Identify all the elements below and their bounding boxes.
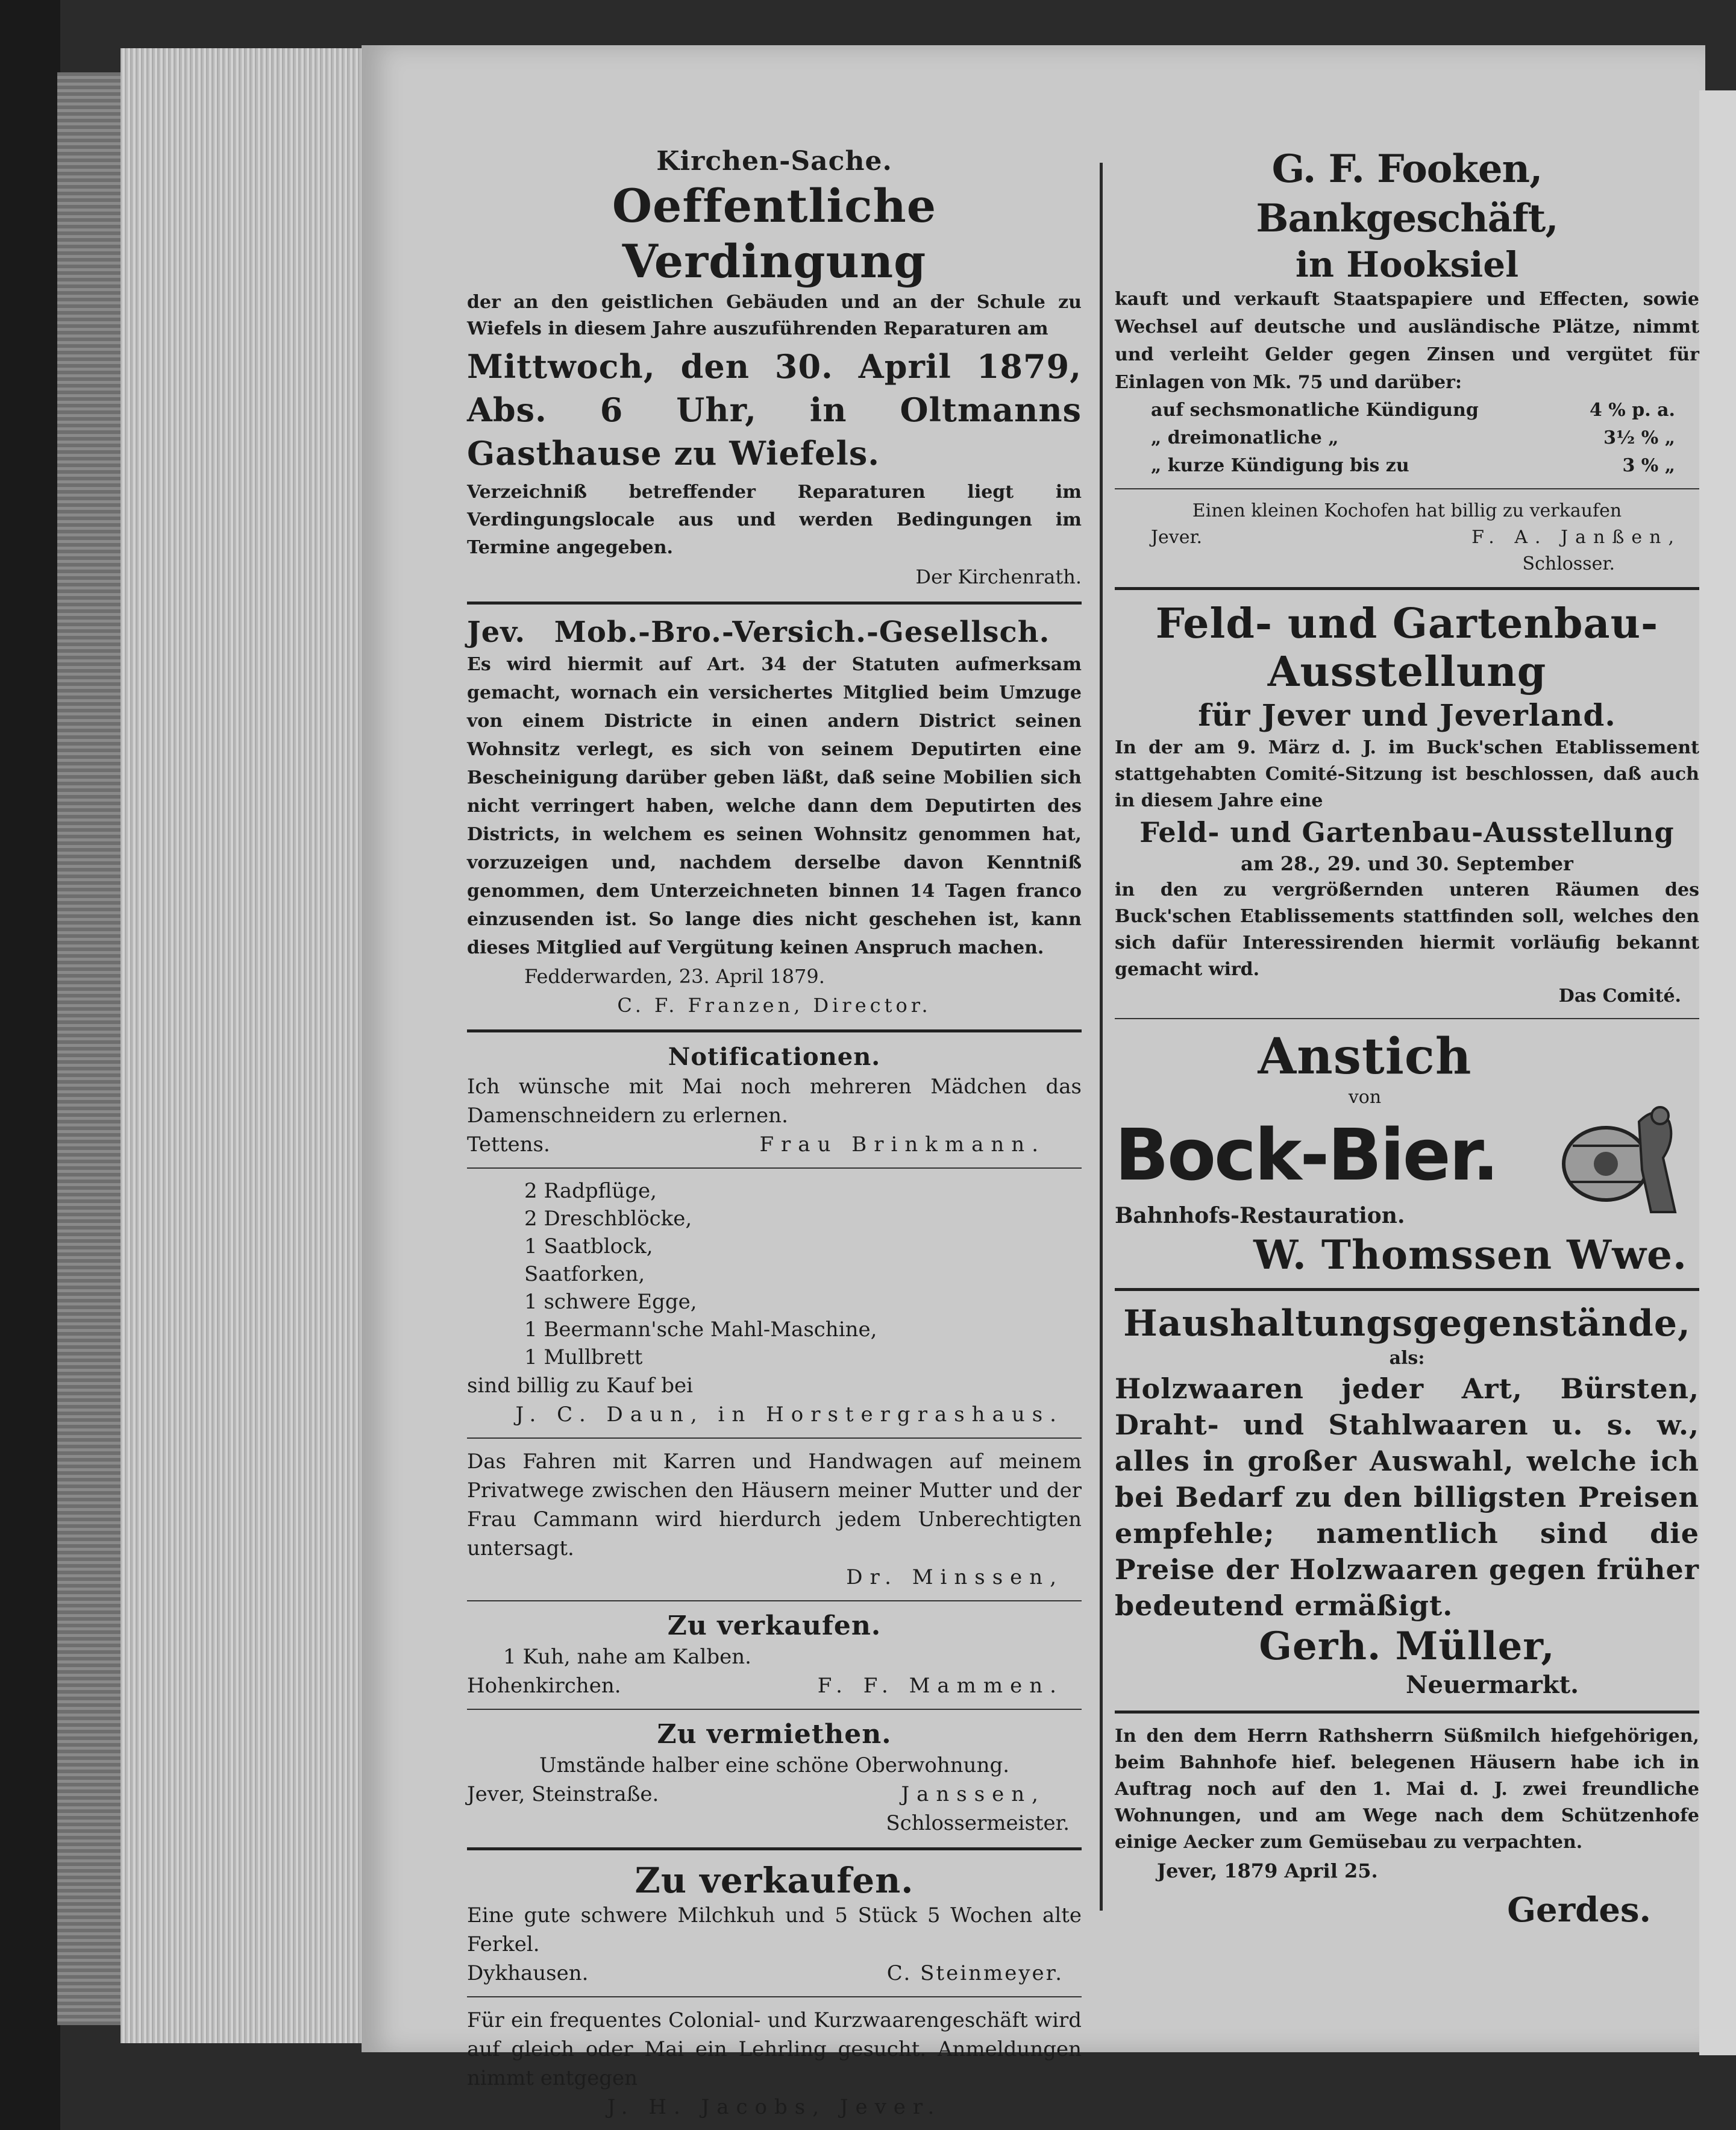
- verm-body: Umstände halber eine schöne Oberwohnung.: [539, 1753, 1010, 1777]
- verk2-title: Zu verkaufen.: [635, 1860, 914, 1901]
- gerdes-signature: Gerdes.: [1507, 1890, 1651, 1930]
- bock-block: [1115, 1110, 1699, 1200]
- rate-label: auf sechsmonatliche Kündigung: [1151, 400, 1479, 421]
- rule: [467, 602, 1082, 605]
- book-binding: [0, 0, 60, 2130]
- rule: [1115, 1288, 1699, 1291]
- rule: [1115, 1018, 1699, 1019]
- versich-place: Fedderwarden, 23. April 1879.: [524, 965, 825, 988]
- bahnhof-label: Bahnhofs-Restauration.: [1115, 1203, 1405, 1228]
- verk1-signature: F. F. Mammen.: [817, 1674, 1064, 1698]
- notif-signature: Frau Brinkmann.: [759, 1133, 1045, 1157]
- list-item: 1 Mullbrett: [524, 1345, 643, 1369]
- verdingung-body: Verzeichniß betreffender Reparaturen liegt im Verdingungslocale aus und werden Bedingungen im Termine angegeben.: [467, 482, 1082, 558]
- bock-title: Bock-Bier.: [1115, 1113, 1498, 1196]
- rule: [467, 1167, 1082, 1169]
- rule: [467, 1847, 1082, 1850]
- rule: [467, 1437, 1082, 1439]
- rule: [467, 1996, 1082, 1997]
- left-column: [467, 145, 1082, 2122]
- anstich-von: von: [1348, 1087, 1382, 1108]
- kochofen-signature-2: Schlosser.: [1522, 553, 1615, 574]
- verk1-place: Hohenkirchen.: [467, 1674, 621, 1698]
- versich-title: Jev. Mob.-Bro.-Versich.-Gesellsch.: [467, 615, 1050, 649]
- kirchen-heading: Kirchen-Sache.: [656, 146, 892, 177]
- feld-title-1: Feld- und Gartenbau-: [1155, 600, 1659, 648]
- rate-row: [1151, 424, 1699, 452]
- verdingung-date: Mittwoch, den 30. April 1879, Abs. 6 Uhr, in Oltmanns Gasthause zu Wiefels.: [467, 347, 1082, 473]
- beer-barrel-icon: [1549, 1098, 1687, 1218]
- rule: [467, 1029, 1082, 1032]
- notif-place: Tettens.: [467, 1133, 550, 1157]
- page-right-edge: [1699, 90, 1736, 2055]
- haus-title: Haushaltungsgegenstände,: [1123, 1302, 1691, 1345]
- rate-value: 4 % p. a.: [1589, 400, 1675, 421]
- gerdes-date: Jever, 1879 April 25.: [1157, 1859, 1378, 1882]
- rate-row: [1151, 452, 1699, 480]
- verdingung-title: Oeffentliche Verdingung: [612, 179, 937, 288]
- list-item: 1 schwere Egge,: [524, 1290, 697, 1314]
- rates-table: [1151, 397, 1699, 480]
- notif-title: Notificationen.: [668, 1043, 881, 1071]
- gerdes-body: In den dem Herrn Rathsherrn Süßmilch hiefgehörigen, beim Bahnhofe hief. belegenen Häusern habe ich in Auftrag noch auf den 1. Mai d. J. zwei freundliche Wohnungen, und am Wege nach dem Schützenhofe einige Aecker zum Gemüsebau zu verpachten.: [1115, 1726, 1699, 1853]
- feld-body-1: In der am 9. März d. J. im Buck'schen Etablissement stattgehabten Comité-Sitzung ist beschlossen, daß auch in diesem Jahre eine: [1115, 737, 1699, 811]
- sale-list: [524, 1177, 1082, 1371]
- rule: [1115, 587, 1699, 590]
- rate-label: „ kurze Kündigung bis zu: [1151, 455, 1409, 476]
- rule: [467, 1600, 1082, 1601]
- verk1-title: Zu verkaufen.: [667, 1610, 882, 1641]
- rule: [467, 1709, 1082, 1710]
- kochofen-signature: F. A. Janßen,: [1471, 527, 1681, 548]
- bank-body: kauft und verkauft Staatspapiere und Effecten, sowie Wechsel auf deutsche und ausländische Plätze, nimmt und verleiht Gelder gegen Zinsen und vergütet für Einlagen von Mk. 75 und darüber:: [1115, 289, 1699, 393]
- verdingung-signature: Der Kirchenrath.: [915, 565, 1082, 588]
- kochofen-body: Einen kleinen Kochofen hat billig zu verkaufen: [1192, 500, 1622, 521]
- list-item: 1 Beermann'sche Mahl-Maschine,: [524, 1318, 877, 1342]
- verm-place: Jever, Steinstraße.: [467, 1782, 659, 1806]
- rate-label: „ dreimonatliche „: [1151, 427, 1339, 448]
- kochofen-place: Jever.: [1151, 527, 1203, 548]
- feld-dates: am 28., 29. und 30. September: [1241, 852, 1573, 875]
- feld-signature: Das Comité.: [1558, 985, 1681, 1007]
- haus-als: als:: [1389, 1348, 1425, 1369]
- verk2-body: Eine gute schwere Milchkuh und 5 Stück 5 Wochen alte Ferkel.: [467, 1903, 1082, 1956]
- list-item: 2 Radpflüge,: [524, 1179, 657, 1203]
- lehrling-signature: J. H. Jacobs, Jever.: [607, 2095, 942, 2119]
- rule: [1115, 1711, 1699, 1714]
- feld-title-3: für Jever und Jeverland.: [1198, 697, 1616, 733]
- fahren-body: Das Fahren mit Karren und Handwagen auf meinem Privatwege zwischen den Häusern meiner Mutter und der Frau Cammann wird hierdurch jedem Unberechtigten untersagt.: [467, 1450, 1082, 1560]
- feld-body-2: in den zu vergrößernden unteren Räumen des Buck'schen Etablissements stattfinden soll, welches den sich dafür Interessirenden hiermit vorläufig bekannt gemacht wird.: [1115, 879, 1699, 980]
- versich-signature: C. F. Franzen, Director.: [617, 994, 932, 1017]
- anstich-title: Anstich: [1258, 1028, 1472, 1085]
- haus-place: Neuermarkt.: [1405, 1671, 1579, 1699]
- verk1-body: 1 Kuh, nahe am Kalben.: [503, 1645, 751, 1669]
- verk2-signature: C. Steinmeyer.: [886, 1961, 1064, 1985]
- thomssen-signature: W. Thomssen Wwe.: [1253, 1231, 1687, 1278]
- column-divider: [1100, 163, 1103, 1911]
- page-edges: [121, 48, 374, 2043]
- haus-body: Holzwaaren jeder Art, Bürsten, Draht- und Stahlwaaren u. s. w., alles in großer Auswahl, welche ich bei Bedarf zu den billigsten Preisen empfehle; namentlich sind die Preise der Holzwaaren gegen früher bedeutend ermäßigt.: [1115, 1372, 1699, 1622]
- list-signature: J. C. Daun, in Horstergrashaus.: [515, 1403, 1064, 1427]
- bank-title: G. F. Fooken, Bankgeschäft,: [1256, 146, 1558, 241]
- lehrling-body: Für ein frequentes Colonial- und Kurzwaarengeschäft wird auf gleich oder Mai ein Lehrling gesucht. Anmeldungen nimmt entgegen: [467, 2008, 1082, 2090]
- list-item: Saatforken,: [524, 1262, 645, 1286]
- rate-row: [1151, 397, 1699, 424]
- right-column: [1115, 145, 1699, 1934]
- verm-signature-2: Schlossermeister.: [886, 1811, 1070, 1835]
- rate-value: 3 % „: [1622, 455, 1675, 476]
- verm-signature: Janssen,: [901, 1782, 1045, 1806]
- rate-value: 3½ % „: [1603, 427, 1675, 448]
- bank-subtitle: in Hooksiel: [1295, 244, 1519, 285]
- list-tail: sind billig zu Kauf bei: [467, 1374, 693, 1398]
- rule: [1115, 488, 1699, 489]
- list-item: 1 Saatblock,: [524, 1234, 653, 1258]
- feld-title-4: Feld- und Gartenbau-Ausstellung: [1139, 816, 1675, 849]
- verm-title: Zu vermiethen.: [657, 1719, 892, 1750]
- haus-signature: Gerh. Müller,: [1259, 1624, 1555, 1669]
- fahren-signature: Dr. Minssen,: [846, 1565, 1064, 1589]
- notif-body: Ich wünsche mit Mai noch mehreren Mädchen das Damenschneidern zu erlernen.: [467, 1075, 1082, 1128]
- list-item: 2 Dreschblöcke,: [524, 1207, 692, 1231]
- versich-body: Es wird hiermit auf Art. 34 der Statuten aufmerksam gemacht, wornach ein versichertes Mitglied beim Umzuge von einem Districte in einen andern District seinen Wohnsitz verlegt, es sich von seinem Deputirten eine Bescheinigung darüber geben läßt, daß seine Mobilien sich nicht verringert haben, welche dann dem Deputirten des Districts, in welchem es seinen Wohnsitz genommen hat, vorzuzeigen und, nachdem derselbe davon Kenntniß genommen, dem Unterzeichneten binnen 14 Tagen franco einzusenden ist. So lange dies nicht geschehen ist, kann dieses Mitglied auf Vergütung keinen Anspruch machen.: [467, 654, 1082, 958]
- verdingung-intro: der an den geistlichen Gebäuden und an der Schule zu Wiefels in diesem Jahre auszuführenden Reparaturen am: [467, 292, 1082, 339]
- verk2-place: Dykhausen.: [467, 1961, 589, 1985]
- feld-title-2: Ausstellung: [1267, 648, 1547, 696]
